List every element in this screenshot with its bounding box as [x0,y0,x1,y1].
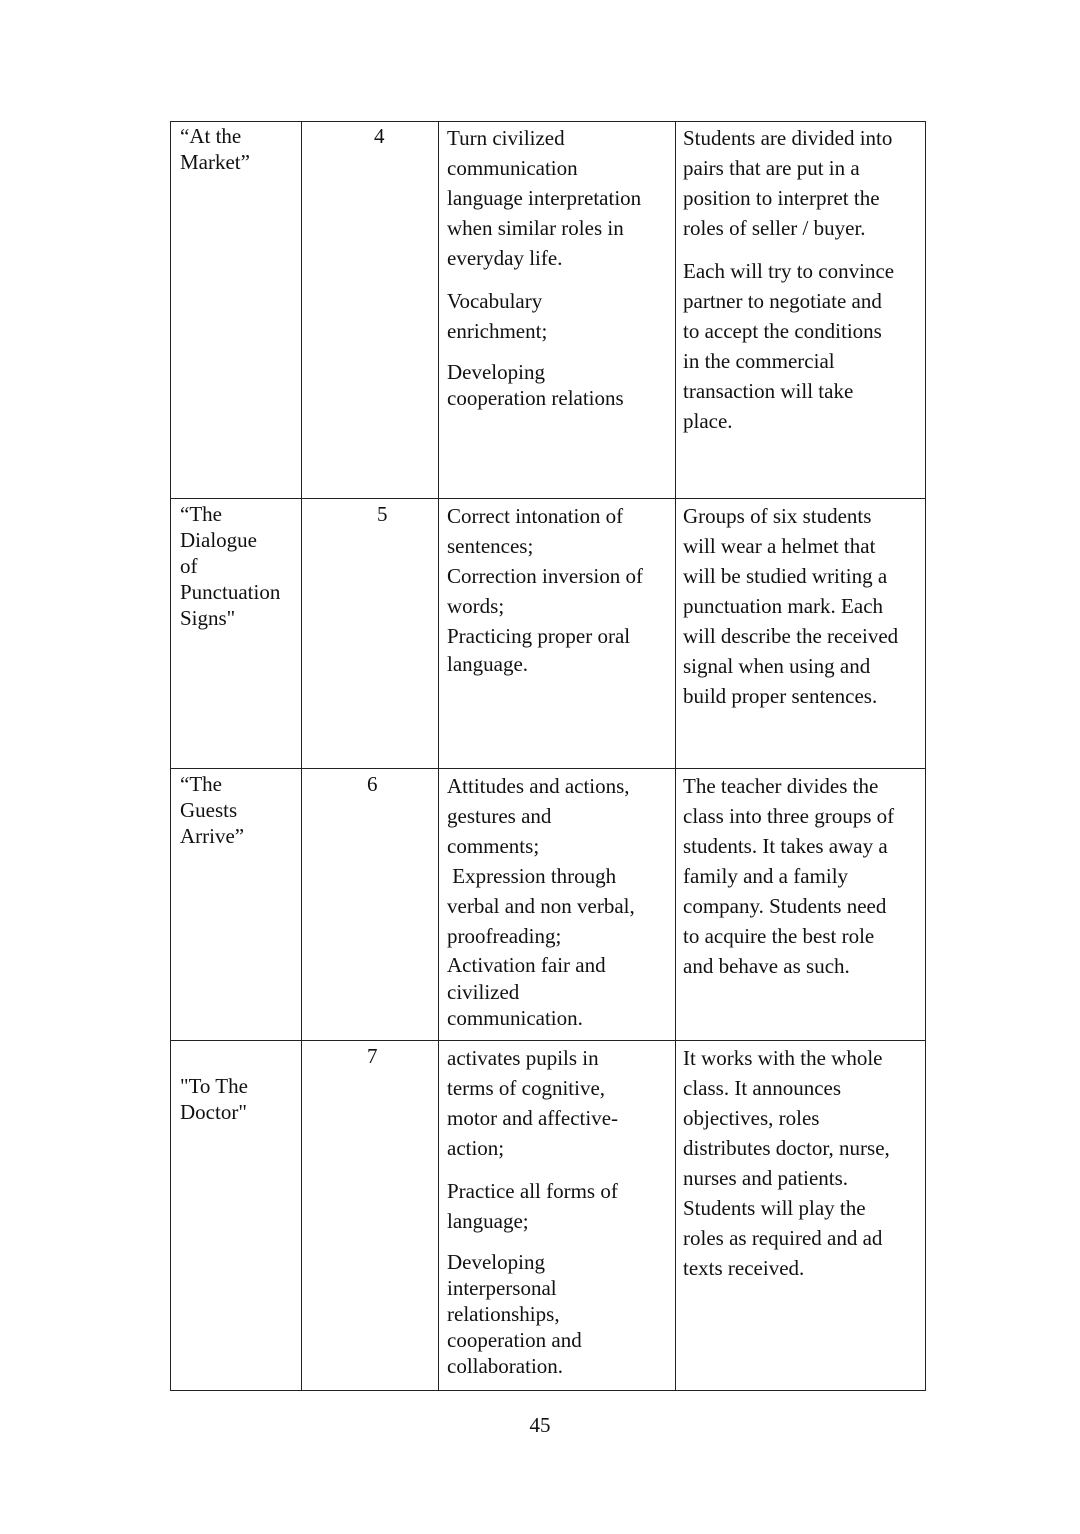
text-line: Practicing proper oral [447,624,631,648]
text-line: objectives, roles [683,1106,820,1130]
table-bottom-border [170,1390,926,1391]
objectives-cell [438,499,675,677]
activity-title-line: “The [180,502,222,526]
text-line: punctuation mark. Each [683,594,884,618]
text-line: language; [447,1209,529,1233]
text-line: pairs that are put in a [683,156,860,180]
activity-title-line: “At the [180,124,242,148]
text-line: Turn civilized [447,126,565,150]
activity-title-line: “The [180,772,222,796]
table-left-border [170,121,171,1391]
text-line: and behave as such. [683,954,850,978]
text-line: place. [683,409,733,433]
text-line: cooperation relations [447,386,624,410]
text-line: cooperation and [447,1328,582,1352]
column-divider [301,121,302,1391]
text-line: will describe the received [683,624,899,648]
text-line: distributes doctor, nurse, [683,1136,890,1160]
text-line: interpersonal [447,1276,557,1300]
text-line: language. [447,652,529,676]
text-line: everyday life. [447,246,563,270]
text-line: class. It announces [683,1076,842,1100]
text-line: Correction inversion of [447,564,643,588]
text-line: Students are divided into [683,126,893,150]
text-line: Each will try to convince [683,259,895,283]
activity-title-line: Guests [180,798,238,822]
activity-title-line: Punctuation [180,580,281,604]
text-line: verbal and non verbal, [447,894,635,918]
description-paragraph [683,256,926,436]
activity-title-cell [170,1041,301,1125]
objectives-cell [438,121,675,411]
description-paragraph [683,123,926,243]
text-line: family and a family [683,864,849,888]
text-line: in the commercial [683,349,835,373]
text-line: comments; [447,834,540,858]
objective-paragraph [447,286,675,346]
activity-title-cell [170,121,301,175]
text-line: roles of seller / buyer. [683,216,866,240]
text-line: Correct intonation of [447,504,624,528]
text-line: transaction will take [683,379,854,403]
text-line: roles as required and ad [683,1226,883,1250]
activity-number: 4 [374,124,385,148]
text-line: motor and affective- [447,1106,619,1130]
text-line: sentences; [447,534,534,558]
text-line: nurses and patients. [683,1166,849,1190]
text-line: civilized [447,980,520,1004]
text-line: communication [447,156,578,180]
description-cell [675,121,926,436]
description-paragraph [683,501,926,711]
activity-title-line: Arrive” [180,824,245,848]
text-line: Developing [447,1250,545,1274]
activity-title-line: Dialogue [180,528,257,552]
activity-title-line: Market” [180,150,250,174]
text-line: Developing [447,360,545,384]
activity-title-cell [170,499,301,631]
objective-paragraph [447,123,675,273]
text-line: It works with the whole [683,1046,883,1070]
objectives-cell [438,769,675,1031]
text-line: build proper sentences. [683,684,878,708]
description-cell [675,499,926,711]
text-line: language interpretation [447,186,642,210]
text-line: terms of cognitive, [447,1076,606,1100]
description-cell [675,1041,926,1283]
text-line: activates pupils in [447,1046,599,1070]
text-line: enrichment; [447,319,548,343]
text-line: Vocabulary [447,289,543,313]
text-line: position to interpret the [683,186,880,210]
description-paragraph [683,771,926,981]
text-line: gestures and [447,804,552,828]
activity-title-line: "To The [180,1074,248,1098]
text-line: Groups of six students [683,504,872,528]
activity-title-line: of [180,554,198,578]
objective-paragraph [447,1249,675,1379]
text-line: Activation fair and [447,953,606,977]
text-line: will wear a helmet that [683,534,876,558]
text-line: will be studied writing a [683,564,888,588]
activity-number: 7 [367,1044,378,1068]
objective-paragraph [447,359,675,411]
text-line: proofreading; [447,924,562,948]
text-line: students. It takes away a [683,834,888,858]
text-line: communication. [447,1006,583,1030]
activity-number: 6 [367,772,378,796]
activity-title-line: Doctor" [180,1100,247,1124]
text-line: The teacher divides the [683,774,879,798]
text-line: Students will play the [683,1196,866,1220]
objectives-cell [438,1041,675,1379]
objective-paragraph [447,1176,675,1236]
objective-paragraph [447,1043,675,1163]
page-number: 45 [529,1413,551,1437]
text-line: relationships, [447,1302,560,1326]
description-cell [675,769,926,981]
text-line: action; [447,1136,505,1160]
text-line: words; [447,594,505,618]
text-line: texts received. [683,1256,805,1280]
objective-paragraph [447,771,675,1031]
text-line: Practice all forms of [447,1179,618,1203]
objective-paragraph [447,501,675,677]
text-line: company. Students need [683,894,887,918]
text-line: when similar roles in [447,216,624,240]
text-line: Expression through [447,864,617,888]
text-line: to accept the conditions [683,319,882,343]
activity-number: 5 [377,502,388,526]
description-paragraph [683,1043,926,1283]
text-line: to acquire the best role [683,924,875,948]
activity-title-cell [170,769,301,849]
text-line: collaboration. [447,1354,564,1378]
text-line: class into three groups of [683,804,895,828]
text-line: Attitudes and actions, [447,774,630,798]
text-line: signal when using and [683,654,871,678]
text-line: partner to negotiate and [683,289,882,313]
activity-title-line: Signs" [180,606,236,630]
